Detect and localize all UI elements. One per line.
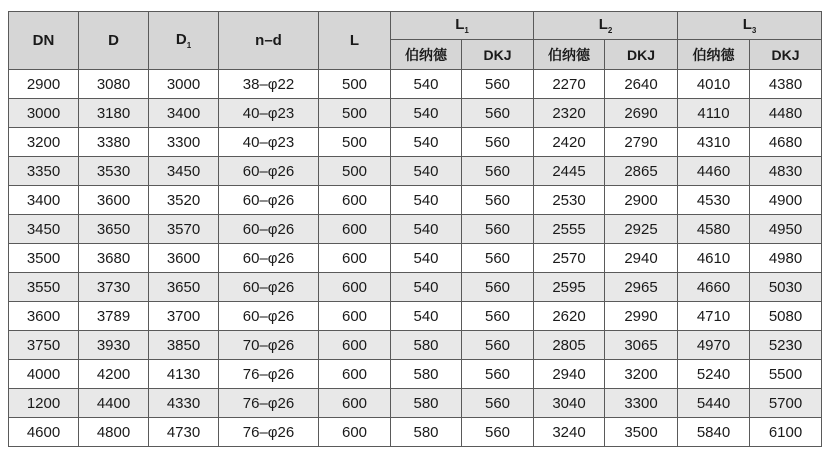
cell-l2-dkj: 2790 — [605, 128, 678, 157]
cell-l2-dkj: 2865 — [605, 157, 678, 186]
spec-table-container — [8, 11, 822, 447]
subheader-l3-bernard: 伯纳德 — [678, 40, 750, 70]
header-l3-subscript: 3 — [751, 26, 757, 35]
subheader-l2-bernard: 伯纳德 — [534, 40, 605, 70]
cell-l1-bernard: 540 — [391, 99, 462, 128]
cell-l2-dkj: 2900 — [605, 186, 678, 215]
cell-l3-dkj: 4480 — [750, 99, 822, 128]
table-header — [9, 12, 822, 70]
header-l3 — [678, 12, 822, 40]
cell-l: 600 — [319, 302, 391, 331]
cell-l2-dkj: 2925 — [605, 215, 678, 244]
cell-l1-dkj: 560 — [462, 360, 534, 389]
table-row — [9, 418, 822, 447]
cell-l3-bernard: 4460 — [678, 157, 750, 186]
cell-d: 3080 — [79, 70, 149, 99]
cell-nd: 60–φ26 — [219, 244, 319, 273]
cell-l3-dkj: 4950 — [750, 215, 822, 244]
cell-l: 500 — [319, 99, 391, 128]
cell-l2-bernard: 2570 — [534, 244, 605, 273]
table-row — [9, 244, 822, 273]
cell-l3-dkj: 4830 — [750, 157, 822, 186]
subheader-l3-dkj: DKJ — [750, 40, 822, 70]
table-row — [9, 389, 822, 418]
cell-d: 3530 — [79, 157, 149, 186]
table-row — [9, 302, 822, 331]
cell-nd: 40–φ23 — [219, 128, 319, 157]
cell-dn: 3200 — [9, 128, 79, 157]
cell-l1-dkj: 560 — [462, 186, 534, 215]
cell-l1-bernard: 540 — [391, 273, 462, 302]
cell-l3-bernard: 4610 — [678, 244, 750, 273]
cell-dn: 3350 — [9, 157, 79, 186]
header-d — [79, 12, 149, 70]
header-d1-subscript: 1 — [186, 41, 192, 50]
cell-l3-bernard: 4010 — [678, 70, 750, 99]
cell-l1-dkj: 560 — [462, 331, 534, 360]
cell-l1-bernard: 580 — [391, 389, 462, 418]
cell-nd: 76–φ26 — [219, 389, 319, 418]
cell-d: 3180 — [79, 99, 149, 128]
cell-l: 600 — [319, 244, 391, 273]
cell-l1-dkj: 560 — [462, 273, 534, 302]
cell-l3-dkj: 5080 — [750, 302, 822, 331]
cell-dn: 3000 — [9, 99, 79, 128]
cell-l1-dkj: 560 — [462, 418, 534, 447]
cell-dn: 1200 — [9, 389, 79, 418]
cell-d: 3600 — [79, 186, 149, 215]
cell-l: 600 — [319, 331, 391, 360]
table-row — [9, 70, 822, 99]
cell-dn: 3750 — [9, 331, 79, 360]
cell-l1-dkj: 560 — [462, 157, 534, 186]
cell-nd: 70–φ26 — [219, 331, 319, 360]
cell-l: 500 — [319, 128, 391, 157]
cell-l1-dkj: 560 — [462, 70, 534, 99]
cell-l: 600 — [319, 215, 391, 244]
cell-d: 4200 — [79, 360, 149, 389]
cell-l1-bernard: 540 — [391, 244, 462, 273]
cell-d: 3380 — [79, 128, 149, 157]
table-row — [9, 128, 822, 157]
table-row — [9, 99, 822, 128]
cell-l1-dkj: 560 — [462, 128, 534, 157]
cell-nd: 60–φ26 — [219, 215, 319, 244]
cell-l: 600 — [319, 186, 391, 215]
cell-dn: 3450 — [9, 215, 79, 244]
cell-l1-dkj: 560 — [462, 215, 534, 244]
cell-l3-dkj: 4380 — [750, 70, 822, 99]
cell-l1-dkj: 560 — [462, 302, 534, 331]
cell-l2-dkj: 2640 — [605, 70, 678, 99]
cell-l3-bernard: 4310 — [678, 128, 750, 157]
cell-d1: 3520 — [149, 186, 219, 215]
cell-d: 3680 — [79, 244, 149, 273]
cell-l1-bernard: 540 — [391, 70, 462, 99]
table-body — [9, 70, 822, 447]
cell-d: 3930 — [79, 331, 149, 360]
cell-l3-bernard: 4660 — [678, 273, 750, 302]
table-row — [9, 331, 822, 360]
cell-d1: 3650 — [149, 273, 219, 302]
cell-l2-bernard: 3240 — [534, 418, 605, 447]
cell-d1: 3450 — [149, 157, 219, 186]
cell-l3-dkj: 5500 — [750, 360, 822, 389]
cell-d: 4400 — [79, 389, 149, 418]
cell-d: 3730 — [79, 273, 149, 302]
header-d1 — [149, 12, 219, 70]
cell-l2-dkj: 3500 — [605, 418, 678, 447]
cell-l2-bernard: 2270 — [534, 70, 605, 99]
header-l2-subscript: 2 — [607, 26, 613, 35]
cell-d1: 4730 — [149, 418, 219, 447]
cell-d: 4800 — [79, 418, 149, 447]
cell-l3-bernard: 4710 — [678, 302, 750, 331]
cell-l2-bernard: 2530 — [534, 186, 605, 215]
cell-l: 600 — [319, 360, 391, 389]
header-nd-label: n–d — [255, 32, 282, 49]
table-row — [9, 215, 822, 244]
cell-d1: 3570 — [149, 215, 219, 244]
cell-l1-bernard: 540 — [391, 157, 462, 186]
cell-l1-dkj: 560 — [462, 99, 534, 128]
cell-d: 3650 — [79, 215, 149, 244]
table-row — [9, 186, 822, 215]
cell-l3-dkj: 5700 — [750, 389, 822, 418]
cell-l2-bernard: 2805 — [534, 331, 605, 360]
header-nd — [219, 12, 319, 70]
cell-l2-bernard: 2420 — [534, 128, 605, 157]
cell-d1: 3850 — [149, 331, 219, 360]
cell-d1: 3700 — [149, 302, 219, 331]
table-row — [9, 360, 822, 389]
cell-l: 600 — [319, 389, 391, 418]
header-l3-label: L — [742, 16, 752, 33]
cell-l2-dkj: 2690 — [605, 99, 678, 128]
cell-nd: 60–φ26 — [219, 302, 319, 331]
cell-nd: 76–φ26 — [219, 360, 319, 389]
cell-d1: 3000 — [149, 70, 219, 99]
cell-l1-bernard: 540 — [391, 302, 462, 331]
dimension-spec-table — [8, 11, 822, 447]
cell-l2-dkj: 3300 — [605, 389, 678, 418]
cell-l2-dkj: 3065 — [605, 331, 678, 360]
header-l-label: L — [349, 32, 360, 49]
cell-nd: 38–φ22 — [219, 70, 319, 99]
cell-l3-dkj: 4680 — [750, 128, 822, 157]
cell-dn: 3400 — [9, 186, 79, 215]
header-l1-subscript: 1 — [464, 26, 469, 35]
cell-l: 600 — [319, 418, 391, 447]
cell-nd: 60–φ26 — [219, 186, 319, 215]
cell-dn: 3550 — [9, 273, 79, 302]
cell-l1-bernard: 580 — [391, 360, 462, 389]
cell-dn: 4600 — [9, 418, 79, 447]
cell-d: 3789 — [79, 302, 149, 331]
cell-l2-bernard: 2555 — [534, 215, 605, 244]
cell-l2-bernard: 3040 — [534, 389, 605, 418]
cell-l3-dkj: 6100 — [750, 418, 822, 447]
cell-nd: 60–φ26 — [219, 157, 319, 186]
cell-l3-bernard: 5840 — [678, 418, 750, 447]
cell-l2-dkj: 2990 — [605, 302, 678, 331]
cell-l2-bernard: 2620 — [534, 302, 605, 331]
subheader-l1-bernard: 伯纳德 — [391, 40, 462, 70]
cell-l2-bernard: 2445 — [534, 157, 605, 186]
header-d-label: D — [108, 32, 119, 49]
cell-l3-bernard: 4110 — [678, 99, 750, 128]
header-l2 — [534, 12, 678, 40]
cell-l3-dkj: 4980 — [750, 244, 822, 273]
cell-l3-bernard: 4530 — [678, 186, 750, 215]
header-l1-label: L — [455, 16, 465, 33]
cell-l2-dkj: 2940 — [605, 244, 678, 273]
cell-dn: 4000 — [9, 360, 79, 389]
cell-l: 500 — [319, 70, 391, 99]
cell-l3-dkj: 4900 — [750, 186, 822, 215]
cell-d1: 4130 — [149, 360, 219, 389]
header-l — [319, 12, 391, 70]
cell-d1: 3300 — [149, 128, 219, 157]
cell-l2-bernard: 2320 — [534, 99, 605, 128]
header-dn-label: DN — [32, 32, 55, 49]
cell-l3-bernard: 4970 — [678, 331, 750, 360]
cell-d1: 3600 — [149, 244, 219, 273]
cell-l2-dkj: 3200 — [605, 360, 678, 389]
cell-l3-dkj: 5030 — [750, 273, 822, 302]
cell-l1-dkj: 560 — [462, 389, 534, 418]
cell-l1-bernard: 580 — [391, 331, 462, 360]
cell-nd: 76–φ26 — [219, 418, 319, 447]
header-d1-label: D — [175, 31, 187, 48]
cell-l2-bernard: 2940 — [534, 360, 605, 389]
cell-l: 500 — [319, 157, 391, 186]
cell-l3-bernard: 5440 — [678, 389, 750, 418]
cell-l3-bernard: 4580 — [678, 215, 750, 244]
cell-l1-bernard: 540 — [391, 128, 462, 157]
subheader-l2-dkj: DKJ — [605, 40, 678, 70]
cell-dn: 3600 — [9, 302, 79, 331]
cell-l1-bernard: 580 — [391, 418, 462, 447]
cell-l1-dkj: 560 — [462, 244, 534, 273]
cell-dn: 2900 — [9, 70, 79, 99]
cell-l3-dkj: 5230 — [750, 331, 822, 360]
cell-l2-dkj: 2965 — [605, 273, 678, 302]
cell-nd: 40–φ23 — [219, 99, 319, 128]
table-row — [9, 157, 822, 186]
cell-dn: 3500 — [9, 244, 79, 273]
cell-l3-bernard: 5240 — [678, 360, 750, 389]
header-l2-label: L — [598, 16, 608, 33]
cell-d1: 3400 — [149, 99, 219, 128]
header-dn — [9, 12, 79, 70]
cell-nd: 60–φ26 — [219, 273, 319, 302]
cell-d1: 4330 — [149, 389, 219, 418]
cell-l1-bernard: 540 — [391, 186, 462, 215]
cell-l2-bernard: 2595 — [534, 273, 605, 302]
table-row — [9, 273, 822, 302]
header-l1 — [391, 12, 534, 40]
cell-l: 600 — [319, 273, 391, 302]
subheader-l1-dkj: DKJ — [462, 40, 534, 70]
cell-l1-bernard: 540 — [391, 215, 462, 244]
